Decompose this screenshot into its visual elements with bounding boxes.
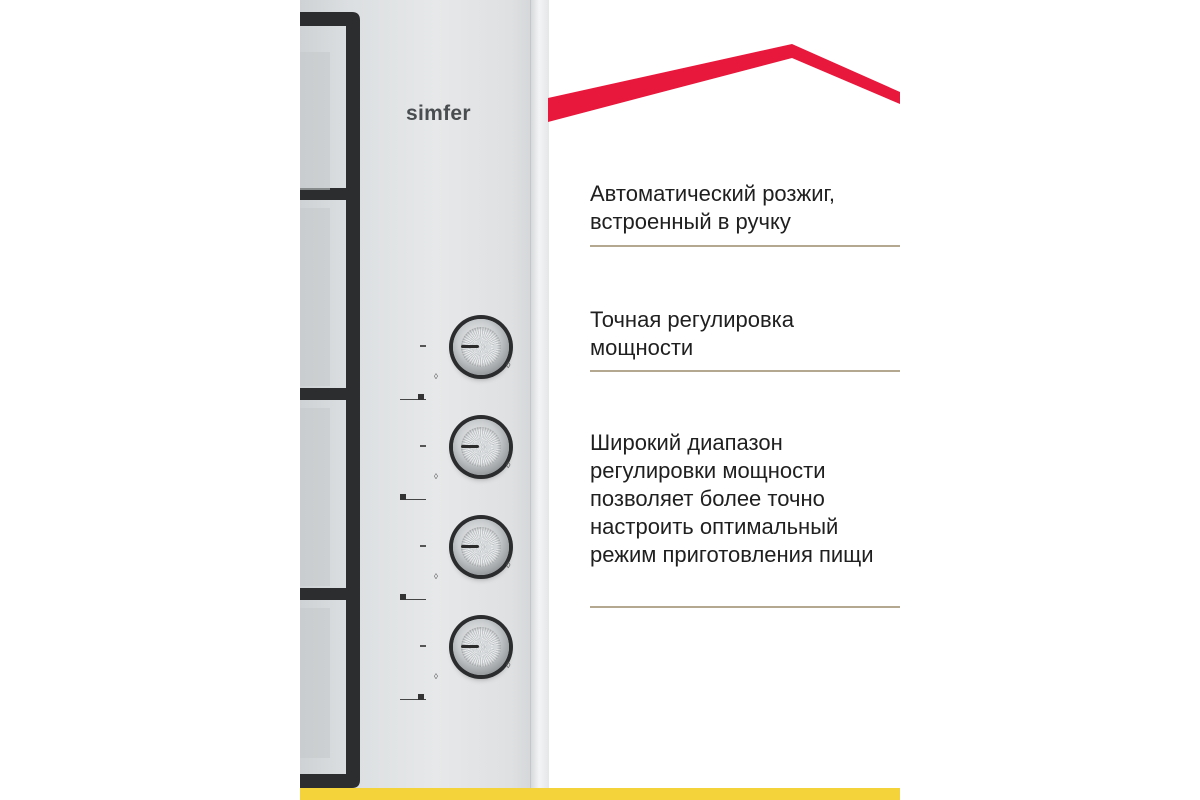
- feature-text-power-control: Точная регулировка мощности: [590, 307, 794, 360]
- burner-position-icon: [400, 492, 426, 502]
- knob-indicator: [461, 645, 479, 648]
- burner-position-icon: [400, 392, 426, 402]
- knob-indicator: [461, 445, 479, 448]
- feature-divider: [590, 370, 900, 372]
- knob-dial[interactable]: [453, 519, 509, 575]
- flame-large-icon: ◊: [506, 660, 511, 670]
- burner-knob-2[interactable]: [420, 416, 540, 506]
- flame-large-icon: ◊: [506, 460, 511, 470]
- off-position-mark: [420, 545, 426, 547]
- knob-indicator: [461, 345, 479, 348]
- burner-knob-3[interactable]: [420, 516, 540, 606]
- knob-dial[interactable]: [453, 319, 509, 375]
- grate-illustration: [300, 12, 362, 788]
- knob-indicator: [461, 545, 479, 548]
- bottom-accent-bar: [300, 788, 900, 800]
- flame-large-icon: ◊: [506, 560, 511, 570]
- flame-small-icon: ◊: [434, 472, 438, 481]
- burner-knob-1[interactable]: [420, 316, 540, 406]
- off-position-mark: [420, 445, 426, 447]
- knob-dial[interactable]: [453, 419, 509, 475]
- knob-dial[interactable]: [453, 619, 509, 675]
- flame-small-icon: ◊: [434, 672, 438, 681]
- brand-logo: simfer: [406, 102, 471, 125]
- burner-knob-4[interactable]: [420, 616, 540, 706]
- feature-text-power-range: Широкий диапазон регулировки мощности позволяет более точно настроить оптимальный режим приготовления пищи: [590, 430, 874, 567]
- off-position-mark: [420, 645, 426, 647]
- feature-divider: [590, 606, 900, 608]
- feature-text-ignition: Автоматический розжиг, встроенный в ручку: [590, 181, 835, 234]
- burner-position-icon: [400, 592, 426, 602]
- flame-small-icon: ◊: [434, 372, 438, 381]
- feature-divider: [590, 245, 900, 247]
- burner-position-icon: [400, 692, 426, 702]
- flame-small-icon: ◊: [434, 572, 438, 581]
- flame-large-icon: ◊: [506, 360, 511, 370]
- off-position-mark: [420, 345, 426, 347]
- feature-list: [590, 0, 900, 800]
